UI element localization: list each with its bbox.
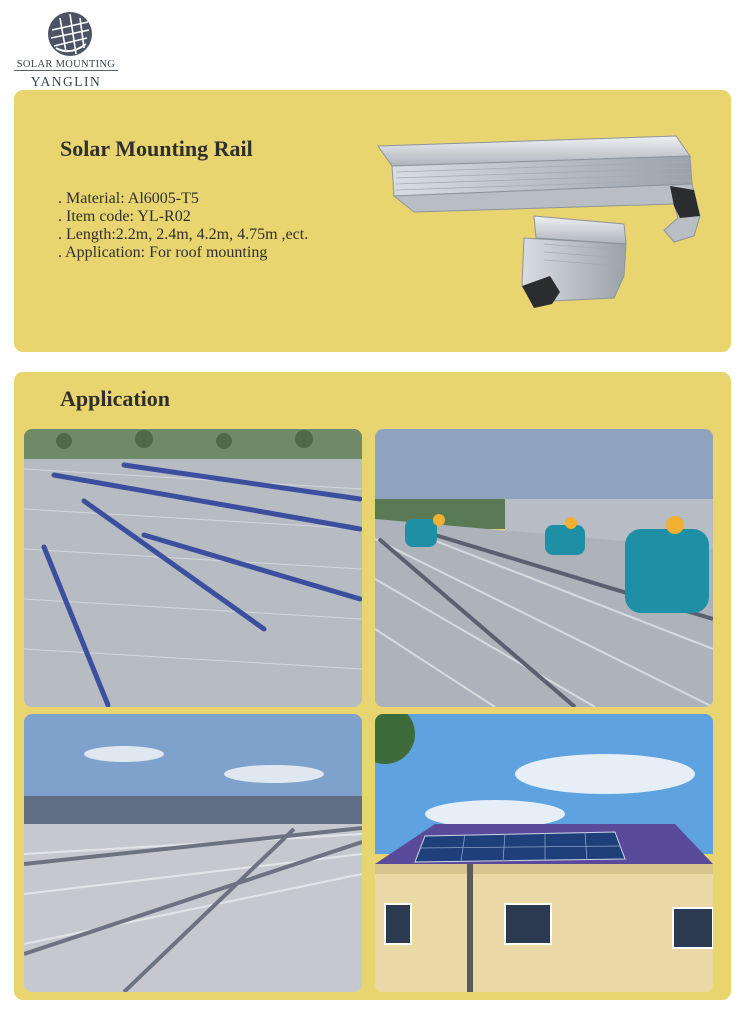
application-title: Application <box>60 386 171 411</box>
product-panel <box>14 90 731 352</box>
spec-item-code: . Item code: YL-R02 <box>58 208 191 225</box>
spec-application: . Application: For roof mounting <box>58 244 268 261</box>
application-photo-workers <box>375 429 713 707</box>
application-photo-industrial-roof <box>24 714 362 992</box>
product-title: Solar Mounting Rail <box>60 136 253 161</box>
spec-length: . Length:2.2m, 2.4m, 4.2m, 4.75m ,ect. <box>58 226 309 243</box>
globe-logo-icon <box>46 10 94 58</box>
application-panel <box>14 372 731 1000</box>
brand-top-line: SOLAR MOUNTING <box>16 59 116 70</box>
application-photo-house <box>375 714 713 992</box>
brand-logo <box>8 8 124 88</box>
brand-divider <box>14 70 118 71</box>
spec-material: . Material: Al6005-T5 <box>58 190 199 207</box>
application-photo-roof-rails <box>24 429 362 707</box>
brand-name: YANGLIN <box>30 74 102 89</box>
rail-product-image <box>374 126 704 316</box>
spec-list <box>58 190 308 262</box>
